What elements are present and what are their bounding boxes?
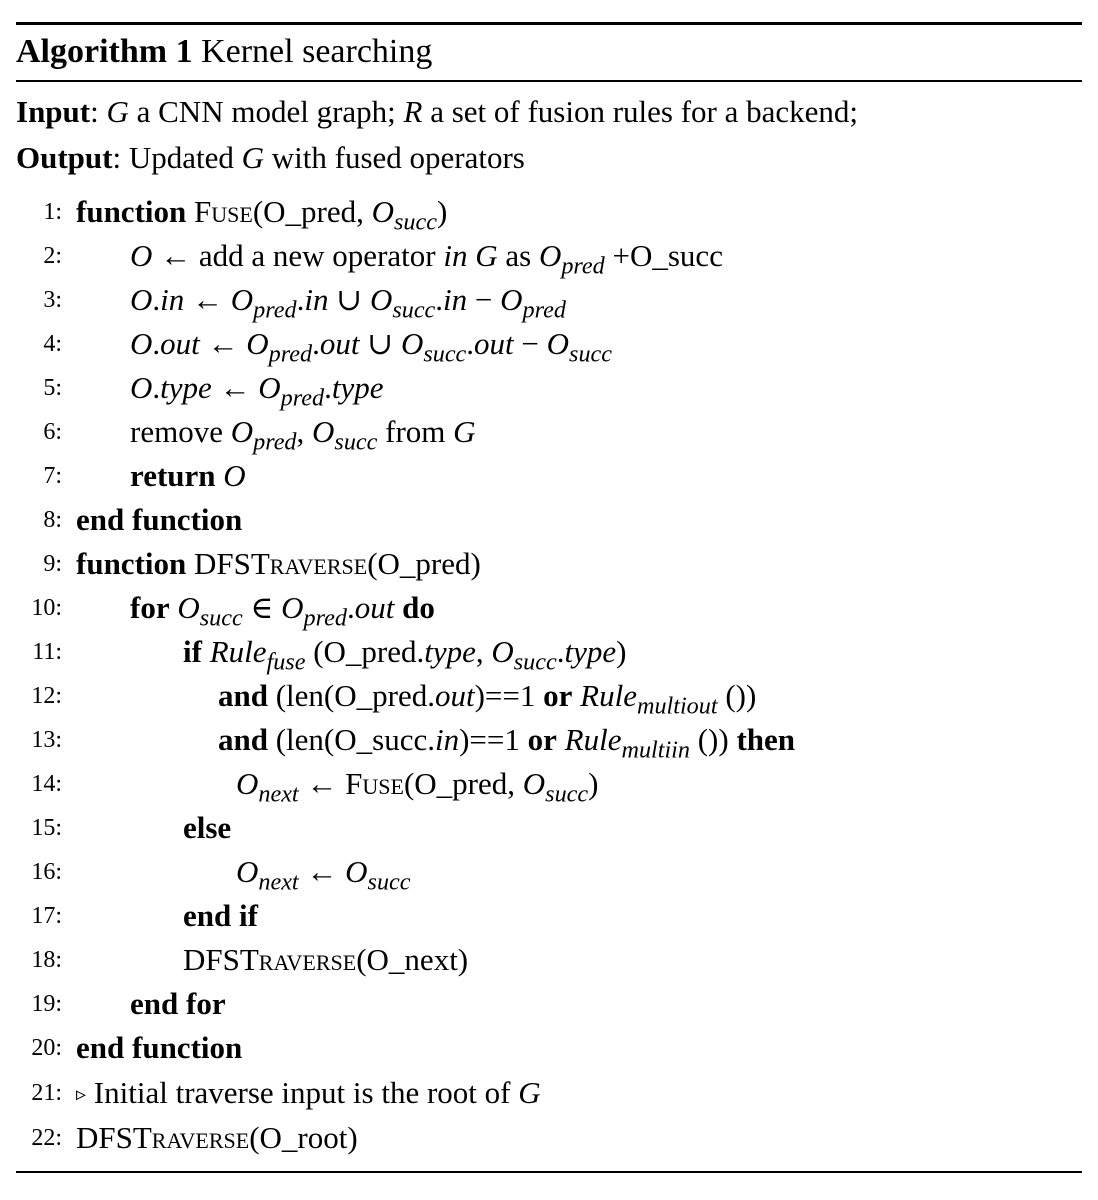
line-number: 4: [43, 331, 62, 357]
line-code: end if [183, 898, 258, 933]
algorithm-line-11 [0, 630, 1098, 674]
algorithm-line-8 [0, 498, 1098, 542]
line-number: 6: [43, 419, 62, 445]
algorithm-line-17 [0, 894, 1098, 938]
algorithm-line-18 [0, 938, 1098, 982]
input-spec [16, 92, 858, 132]
input-text: : G a CNN model graph; R a set of fusion rules for a backend; [90, 94, 859, 129]
line-number: 13: [31, 727, 62, 753]
line-code: DFSTraverse(O_root) [76, 1120, 358, 1155]
algorithm-line-5 [0, 366, 1098, 410]
line-number: 7: [43, 463, 62, 489]
algorithm-line-9 [0, 542, 1098, 586]
line-number: 8: [43, 507, 62, 533]
line-code: for $O_{succ}$ ∈ $O_{pred}.out$ do [130, 590, 435, 632]
algorithm-line-14 [0, 762, 1098, 806]
line-code: function DFSTraverse(O_pred) [76, 546, 481, 581]
algorithm-line-4 [0, 322, 1098, 366]
line-number: 10: [31, 595, 62, 621]
line-code: else [183, 810, 232, 845]
line-code: O.in ← $O_{pred}.in$ ∪ $O_{succ}.in - O_{pred}$ [130, 282, 566, 324]
algorithm-line-10 [0, 586, 1098, 630]
algorithm-line-1 [0, 190, 1098, 234]
line-number: 5: [43, 375, 62, 401]
top-rule [16, 22, 1082, 25]
algorithm-line-3 [0, 278, 1098, 322]
line-number: 3: [43, 287, 62, 313]
algorithm-line-6 [0, 410, 1098, 454]
line-number: 9: [43, 551, 62, 577]
algorithm-line-15 [0, 806, 1098, 850]
line-number: 20: [31, 1035, 62, 1061]
algorithm-line-21 [0, 1071, 1098, 1115]
line-code: and (len(O_pred.out)==1 or Rule$_{multiout}$ ()) [218, 678, 757, 720]
algorithm-line-12 [0, 674, 1098, 718]
line-code: DFSTraverse(O_next) [183, 942, 469, 977]
bottom-rule [16, 1171, 1082, 1173]
line-code: function Fuse(O_pred, $O_{succ}$) [76, 194, 448, 236]
input-label: Input [16, 94, 91, 129]
line-number: 15: [31, 815, 62, 841]
line-number: 17: [31, 903, 62, 929]
line-number: 14: [31, 771, 62, 797]
line-number: 1: [43, 199, 62, 225]
line-code: if Rule$_{fuse}$ (O_pred.type, $O_{succ}.type$) [183, 634, 627, 676]
line-code: and (len(O_succ.in)==1 or Rule$_{multiin}$ ()) then [218, 722, 796, 764]
algorithm-line-7 [0, 454, 1098, 498]
line-code: end function [76, 502, 243, 537]
output-text: : Updated G with fused operators [112, 140, 525, 175]
caption-rule [16, 80, 1082, 82]
algorithm-line-13 [0, 718, 1098, 762]
line-code: O ← add a new operator in G as $O_{pred}$ +O_succ [130, 238, 723, 280]
line-number: 16: [31, 859, 62, 885]
algorithm-title: Kernel searching [201, 33, 433, 70]
line-number: 18: [31, 947, 62, 973]
line-code: O.out ← $O_{pred}.out$ ∪ $O_{succ}.out - O_{succ}$ [130, 326, 612, 368]
algorithm-line-20 [0, 1026, 1098, 1070]
output-spec [16, 138, 525, 178]
output-label: Output [16, 140, 113, 175]
line-code: end function [76, 1030, 243, 1065]
line-code: return O [130, 458, 246, 493]
line-number: 19: [31, 991, 62, 1017]
line-number: 11: [32, 639, 62, 665]
line-code: ▹ Initial traverse input is the root of G [76, 1075, 541, 1110]
line-number: 21: [31, 1080, 62, 1106]
line-code: end for [130, 986, 226, 1021]
line-code: $O_{next}$ ← $O_{succ}$ [236, 854, 411, 896]
line-number: 22: [31, 1125, 62, 1151]
algorithm-caption [16, 28, 432, 76]
algorithm-line-16 [0, 850, 1098, 894]
algorithm-line-22 [0, 1116, 1098, 1160]
line-number: 12: [31, 683, 62, 709]
algorithm-line-19 [0, 982, 1098, 1026]
line-code: $O_{next}$ ← Fuse(O_pred, $O_{succ}$) [236, 766, 599, 808]
algorithm-label: Algorithm 1 [16, 33, 193, 70]
line-code: O.type ← $O_{pred}.type$ [130, 370, 384, 412]
line-code: remove $O_{pred}$, $O_{succ}$ from G [130, 414, 476, 456]
algorithm-line-2 [0, 234, 1098, 278]
line-number: 2: [43, 243, 62, 269]
